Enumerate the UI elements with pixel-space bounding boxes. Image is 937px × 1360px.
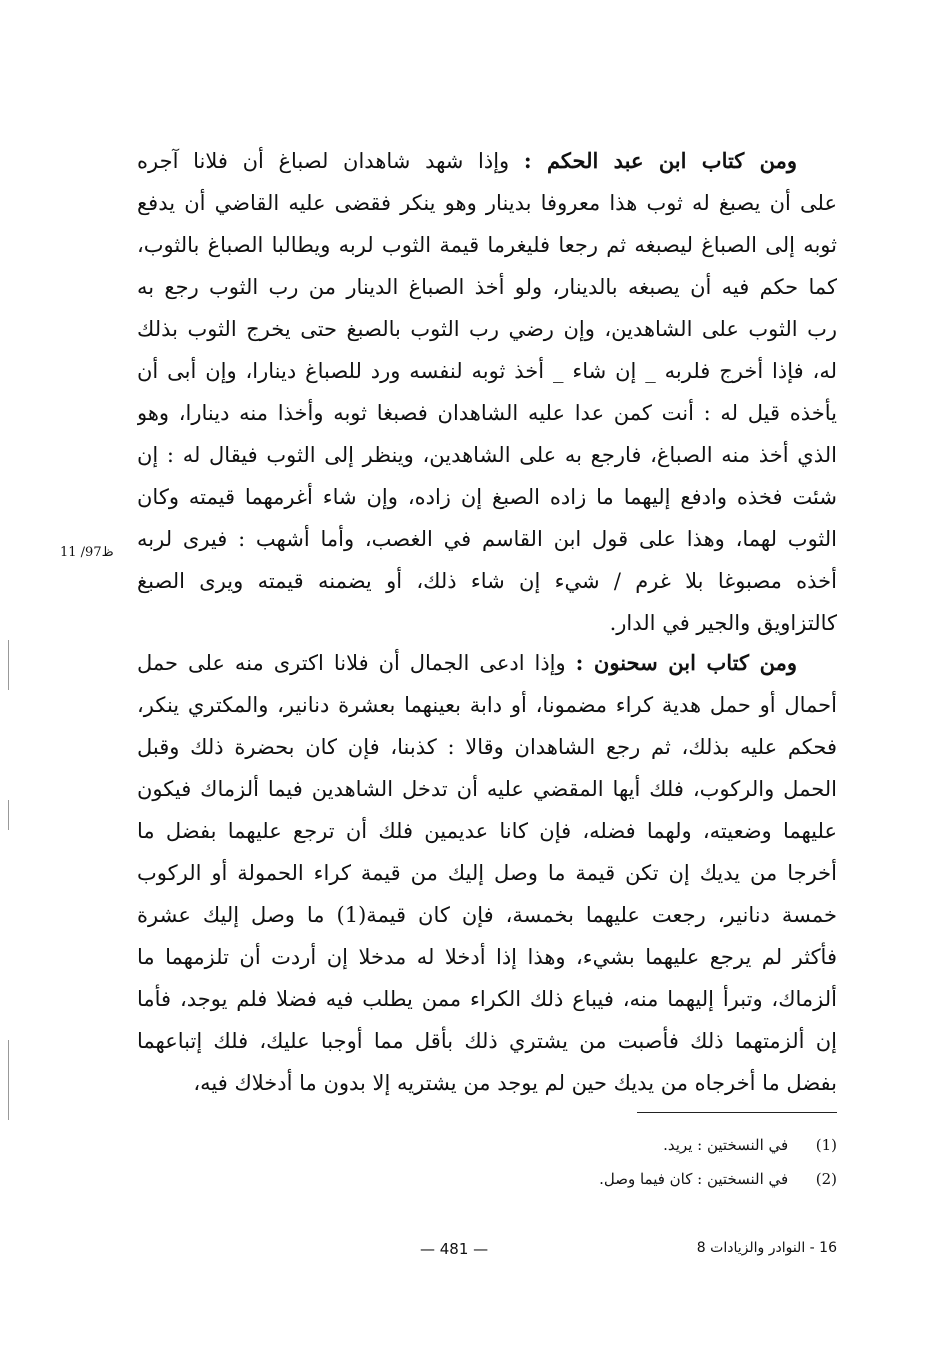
- footnote-text: في النسختين : يريد.: [663, 1136, 789, 1154]
- line-text: الذي أخذ منه الصباغ، فارجع به على الشاهدين، وينظر إلى الثوب فيقال له : إن: [137, 443, 837, 467]
- line-text: خمسة دنانير، رجعت عليهما بخمسة، فإن كان قيمة(1) ما وصل إليك عشرة: [137, 903, 837, 927]
- line-text: كما حكم فيه أن يصبغه بالدينار، ولو أخذ الصباغ الدينار من رب الثوب رجع به: [137, 275, 837, 299]
- footnote-number: (2): [815, 1170, 837, 1188]
- text-line: [137, 266, 837, 308]
- page-number: — 481 —: [420, 1240, 489, 1258]
- text-line: [137, 1020, 837, 1062]
- text-line: [137, 936, 837, 978]
- line-text: شئت فخذه وادفع إليهما ما زاده الصبغ إن زاده، وإن شاء أغرمهما قيمته وكان: [137, 485, 837, 509]
- footnote-2: [137, 1162, 837, 1196]
- line-text: فحكم عليه بذلك، ثم رجع الشاهدان وقالا : كذبنا، فإن كان بحضرة ذلك وقبل: [137, 735, 837, 759]
- line-text: ألزماك، وتبرأ إليهما منه، فيباع ذلك الكراء ممن يطلب فيه فضلا فلم يوجد، فأما: [137, 987, 837, 1011]
- line-text: وإذا شهد شاهدان لصباغ أن فلانا آجره: [137, 149, 510, 173]
- running-footer: 16 - النوادر والزيادات 8: [696, 1240, 837, 1256]
- footnote-number: (1): [815, 1136, 837, 1154]
- text-line: [137, 560, 837, 602]
- text-line: [137, 350, 837, 392]
- line-text: وإذا ادعى الجمال أن فلانا اكترى منه على حمل: [137, 651, 566, 675]
- paragraph-ibn-abd-al-hakam: [137, 140, 837, 644]
- text-line: [137, 726, 837, 768]
- footnotes: [137, 1128, 837, 1196]
- line-text: أخذه مصبوغا بلا غرم / شيء إن شاء ذلك، أو يضمنه قيمته ويرى الصبغ: [137, 569, 837, 593]
- line-text: الحمل والركوب، فلك أيها المقضي عليه أن تدخل الشاهدين فيما ألزماك فيكون: [137, 777, 837, 801]
- text-line: [137, 642, 837, 684]
- text-line: [137, 140, 837, 182]
- line-text: رب الثوب على الشاهدين، وإن رضي رب الثوب بالصبغ حتى يخرج الثوب بذلك: [137, 317, 837, 341]
- text-line: [137, 476, 837, 518]
- text-line: [137, 852, 837, 894]
- footnote-text: في النسختين : كان فيما وصل.: [599, 1170, 789, 1188]
- section-lead: ومن كتاب ابن سحنون :: [575, 650, 797, 675]
- text-line: [137, 392, 837, 434]
- line-text: عليهما وضعيته، ولهما فضله، فإن كانا عديمين فلك أن ترجع عليهما بفضل ما: [137, 819, 837, 843]
- text-line: [137, 810, 837, 852]
- line-text: ثوبه إلى الصباغ ليصبغه ثم رجعا فليغرما قيمة الثوب لربه ويطالبا الصباغ بالثوب،: [137, 233, 837, 257]
- line-text: الثوب لهما، وهذا على قول ابن القاسم في الغصب، وأما أشهب : فيرى لربه: [137, 527, 837, 551]
- scan-edge-mark: [8, 640, 9, 690]
- footnote-separator: [637, 1112, 837, 1113]
- line-text: على أن يصبغ له ثوب هذا معروفا بدينار وهو ينكر فقضى عليه القاضي أن يدفع: [137, 191, 837, 215]
- text-line: [137, 308, 837, 350]
- line-text: له، فإذا أخرج فلربه _ إن شاء _ أخذ ثوبه لنفسه ورد للصباغ دينارا، وإن أبى أن: [137, 359, 837, 383]
- line-text: إن ألزمتهما ذلك فأصبت من يشتري ذلك بأقل مما أوجبا عليك، فلك إتباعهما: [137, 1029, 837, 1053]
- scan-edge-mark: [8, 800, 9, 830]
- text-line: [137, 768, 837, 810]
- line-text: أخرجا من يديك إن تكن قيمة ما وصل إليك من قيمة كراء الحمولة أو الركوب: [137, 861, 837, 885]
- section-lead: ومن كتاب ابن عبد الحكم :: [523, 148, 797, 173]
- paragraph-ibn-sahnun: [137, 642, 837, 1104]
- scan-edge-mark: [8, 1040, 9, 1120]
- line-text: فأكثر لم يرجع عليهما بشيء، وهذا إذا أدخلا له مدخلا إن أردت أن تلزمهما ما: [137, 945, 837, 969]
- text-line: [137, 518, 837, 560]
- text-line: [137, 224, 837, 266]
- text-line: [137, 1062, 837, 1104]
- footnote-1: [137, 1128, 837, 1162]
- line-text: بفضل ما أخرجاه من يديك حين لم يوجد من يشتريه إلا بدون ما أدخلاك فيه،: [193, 1071, 837, 1095]
- margin-folio-note: 11 /97ظ: [60, 545, 114, 560]
- line-text: أحمال أو حمل هدية كراء مضمونا، أو دابة بعينهما بعشرة دنانير، والمكتري ينكر،: [137, 693, 837, 717]
- text-line: [137, 182, 837, 224]
- text-line: [137, 684, 837, 726]
- text-line: [137, 602, 837, 644]
- line-text: كالتزاويق والجير في الدار.: [609, 611, 837, 635]
- text-line: [137, 434, 837, 476]
- line-text: يأخذه قيل له : أنت كمن عدا عليه الشاهدان فصبغا ثوبه وأخذا منه دينارا، وهو: [137, 401, 837, 425]
- text-line: [137, 978, 837, 1020]
- text-line: [137, 894, 837, 936]
